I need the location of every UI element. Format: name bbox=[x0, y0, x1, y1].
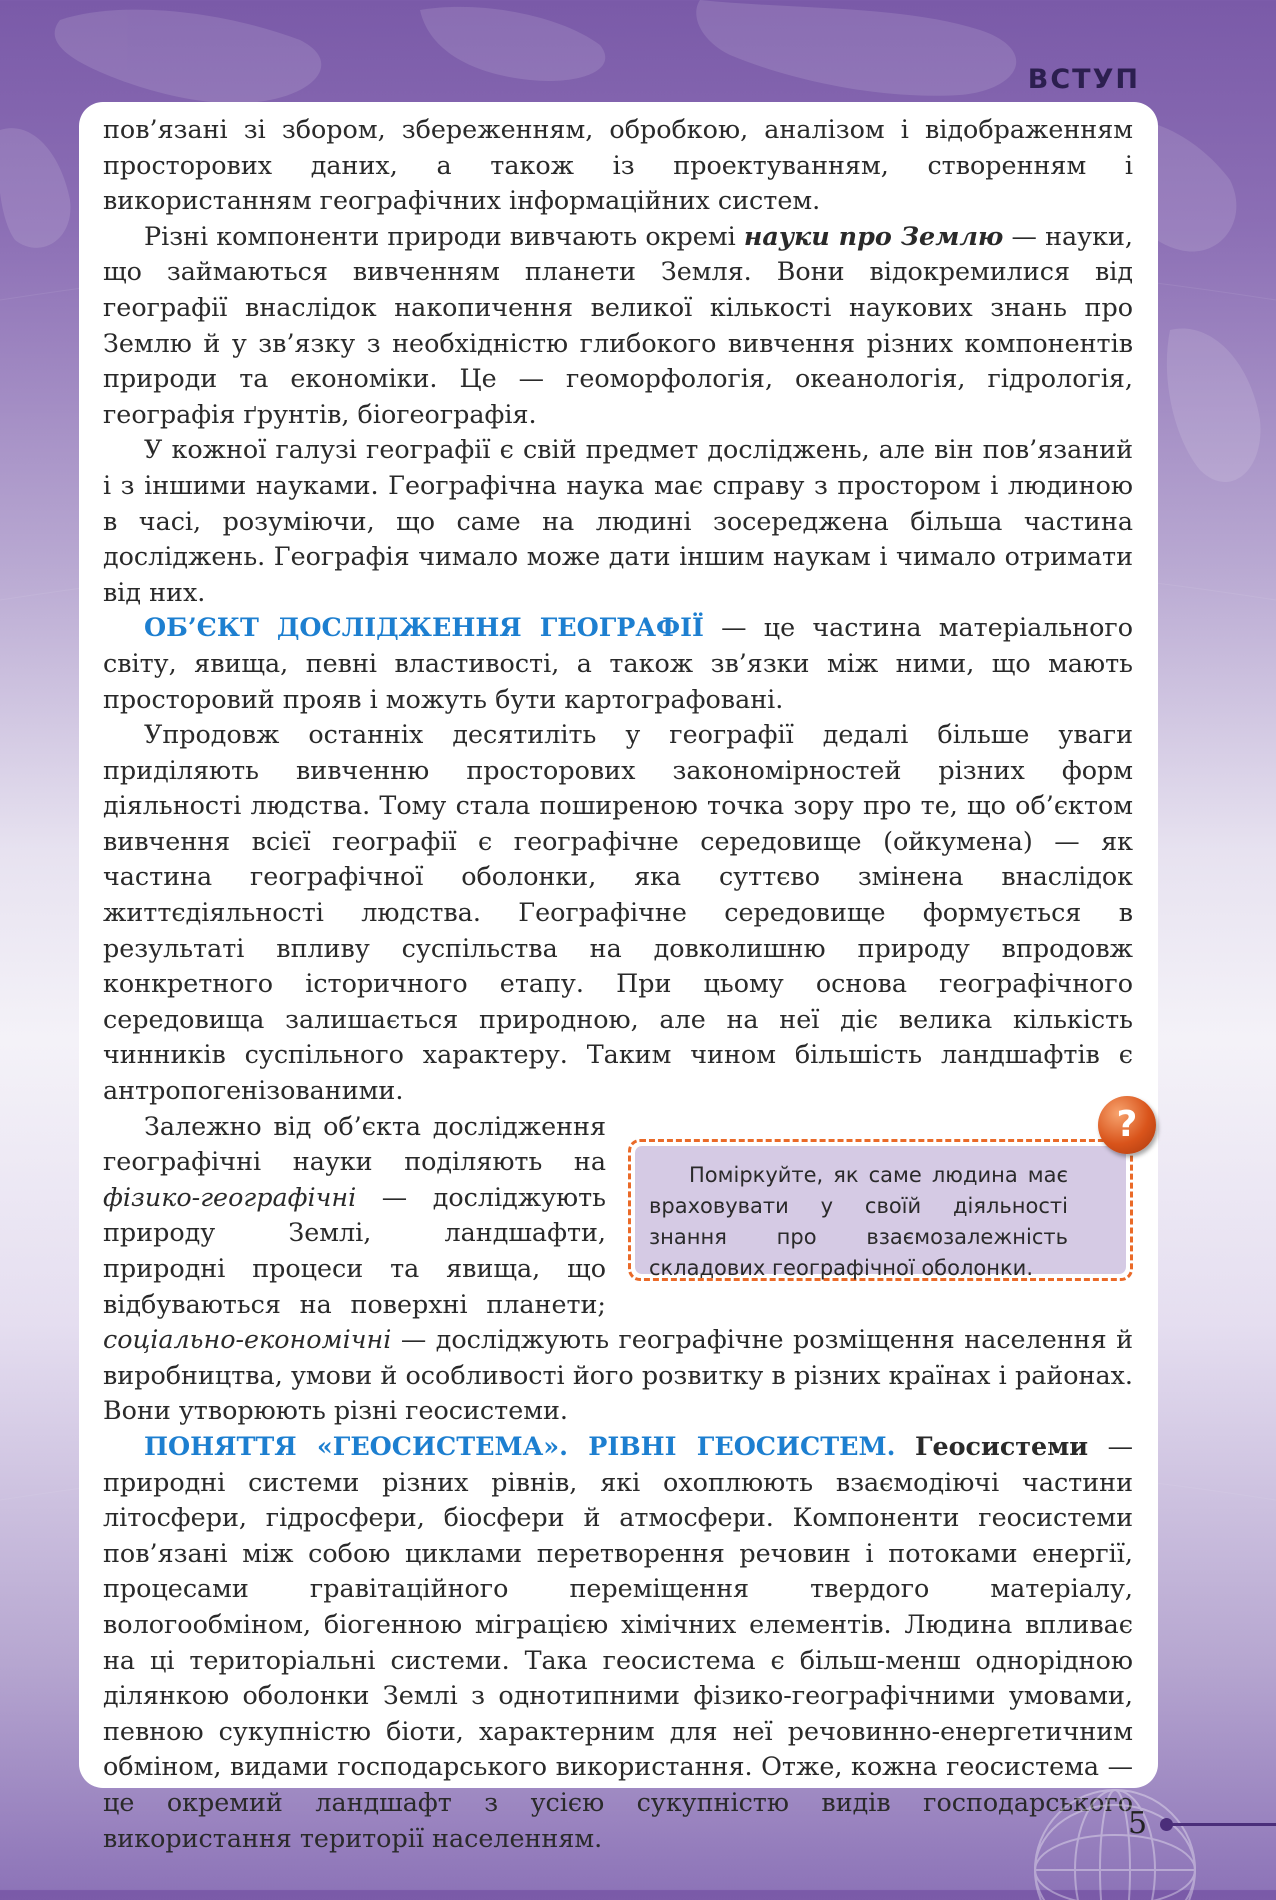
paragraph bbox=[103, 219, 1133, 433]
paragraph-text: пов’язані зі збором, збереженням, обробкою, аналізом і відображенням просторових даних, а також із проектуванням, створенням і використанням географічних інформаційних систем. bbox=[103, 114, 1133, 216]
section-heading-geosystem: ПОНЯТТЯ «ГЕОСИСТЕМА». РІВНІ ГЕОСИСТЕМ. bbox=[144, 1430, 896, 1461]
page-number-line bbox=[1164, 1823, 1276, 1826]
paragraph-text: — це частина матеріального світу, явища, певні властивості, а також зв’язки між ними, що мають просторовий прояв і можуть бути картографовані. bbox=[103, 612, 1133, 714]
paragraph-text: — досліджують географічне розміщення населення й виробництва, умови й особливості його розвитку в різних країнах і районах. Вони утворюють різні геосистеми. bbox=[103, 1324, 1133, 1426]
term-physical-geography: фізико-географічні bbox=[103, 1181, 357, 1212]
paragraph bbox=[103, 112, 1133, 219]
section-header: ВСТУП bbox=[1027, 64, 1140, 95]
page-number: 5 bbox=[1128, 1806, 1148, 1841]
paragraph-text: — природні системи різних рівнів, які охоплюють взаємодіючі частини літосфери, гідросфери, біосфери й атмосфери. Компоненти геосистеми пов’язані між собою циклами перетворення речовин і потоками енергії, процесами гравітаційного переміщення твердого матеріалу, вологообміном, біогенною міграцією хімічних елементів. Людина впливає на ці територіальні системи. Така геосистема є більш-менш однорідною ділянкою оболонки Землі з однотипними фізико-географічними умовами, певною сукупністю біоти, характерним для неї речовинно-енергетичним обміном, видами господарського використання. Отже, кожна геосистема — це окремий ландшафт з усією сукупністю видів господарського використання території населенням. bbox=[103, 1430, 1133, 1853]
paragraph bbox=[103, 432, 1133, 610]
paragraph-text: Різні компоненти природи вивчають окремі bbox=[144, 220, 744, 251]
section-heading-object: ОБ’ЄКТ ДОСЛІДЖЕННЯ ГЕОГРАФІЇ bbox=[144, 612, 704, 643]
question-text: Поміркуйте, як саме людина має враховувати у своїй діяльності знання про взаємозалежність складових географічної оболонки. bbox=[649, 1162, 1068, 1280]
paragraph-text: У кожної галузі географії є свій предмет досліджень, але він пов’язаний і з іншими науками. Географічна наука має справу з простором і людиною в часі, розуміючи, що саме на людині зосереджена більша частина досліджень. Географія чимало може дати іншим наукам і чимало отримати від них. bbox=[103, 434, 1133, 607]
paragraph bbox=[103, 717, 1133, 1109]
paragraph-text: Залежно від об’єкта дослідження географічні науки поділяють на bbox=[103, 1110, 606, 1177]
paragraph-text: — науки, що займаються вивченням планети Земля. Вони відокремилися від географії внаслідок накопичення великої кількості наукових знань про Землю й у зв’язку з необхідністю глибокого вивчення різних компонентів природи та економіки. Це — геоморфологія, океанологія, гідрологія, географія ґрунтів, біогеографія. bbox=[103, 220, 1133, 429]
globe-icon bbox=[1030, 1760, 1200, 1900]
content-panel bbox=[79, 102, 1158, 1853]
page-number-dot bbox=[1160, 1818, 1173, 1831]
paragraph-text: Упродовж останніх десятиліть у географії дедалі більше уваги приділяють вивченню просторових закономірностей різних форм діяльності людства. Тому стала поширеною точка зору про те, що об’єктом вивчення всієї географії є географічне середовище (ойкумена) — як частина географічної оболонки, яка суттєво змінена внаслідок життєдіяльності людства. Географічне середовище формується в результаті впливу суспільства на довколишню природу впродовж конкретного історичного етапу. При цьому основа географічного середовища залишається природною, але на неї діє велика кількість чинників суспільного характеру. Таким чином більшість ландшафтів є антропогенізованими. bbox=[103, 719, 1133, 1106]
term-socio-economic: соціально-економічні bbox=[103, 1324, 392, 1355]
paragraph bbox=[103, 610, 1133, 717]
paragraph-text: — досліджують природу Землі, ландшафти, природні процеси та явища, що відбуваються на поверхні планети; bbox=[103, 1181, 606, 1319]
term-geosystems: Геосистеми bbox=[914, 1430, 1089, 1461]
question-box-fill bbox=[635, 1146, 1126, 1280]
paragraph bbox=[103, 1429, 1133, 1856]
term-earth-sciences: науки про Землю bbox=[743, 220, 1004, 251]
question-box bbox=[628, 1103, 1138, 1281]
body-text bbox=[103, 112, 1138, 1856]
question-mark-icon: ? bbox=[1098, 1096, 1156, 1154]
